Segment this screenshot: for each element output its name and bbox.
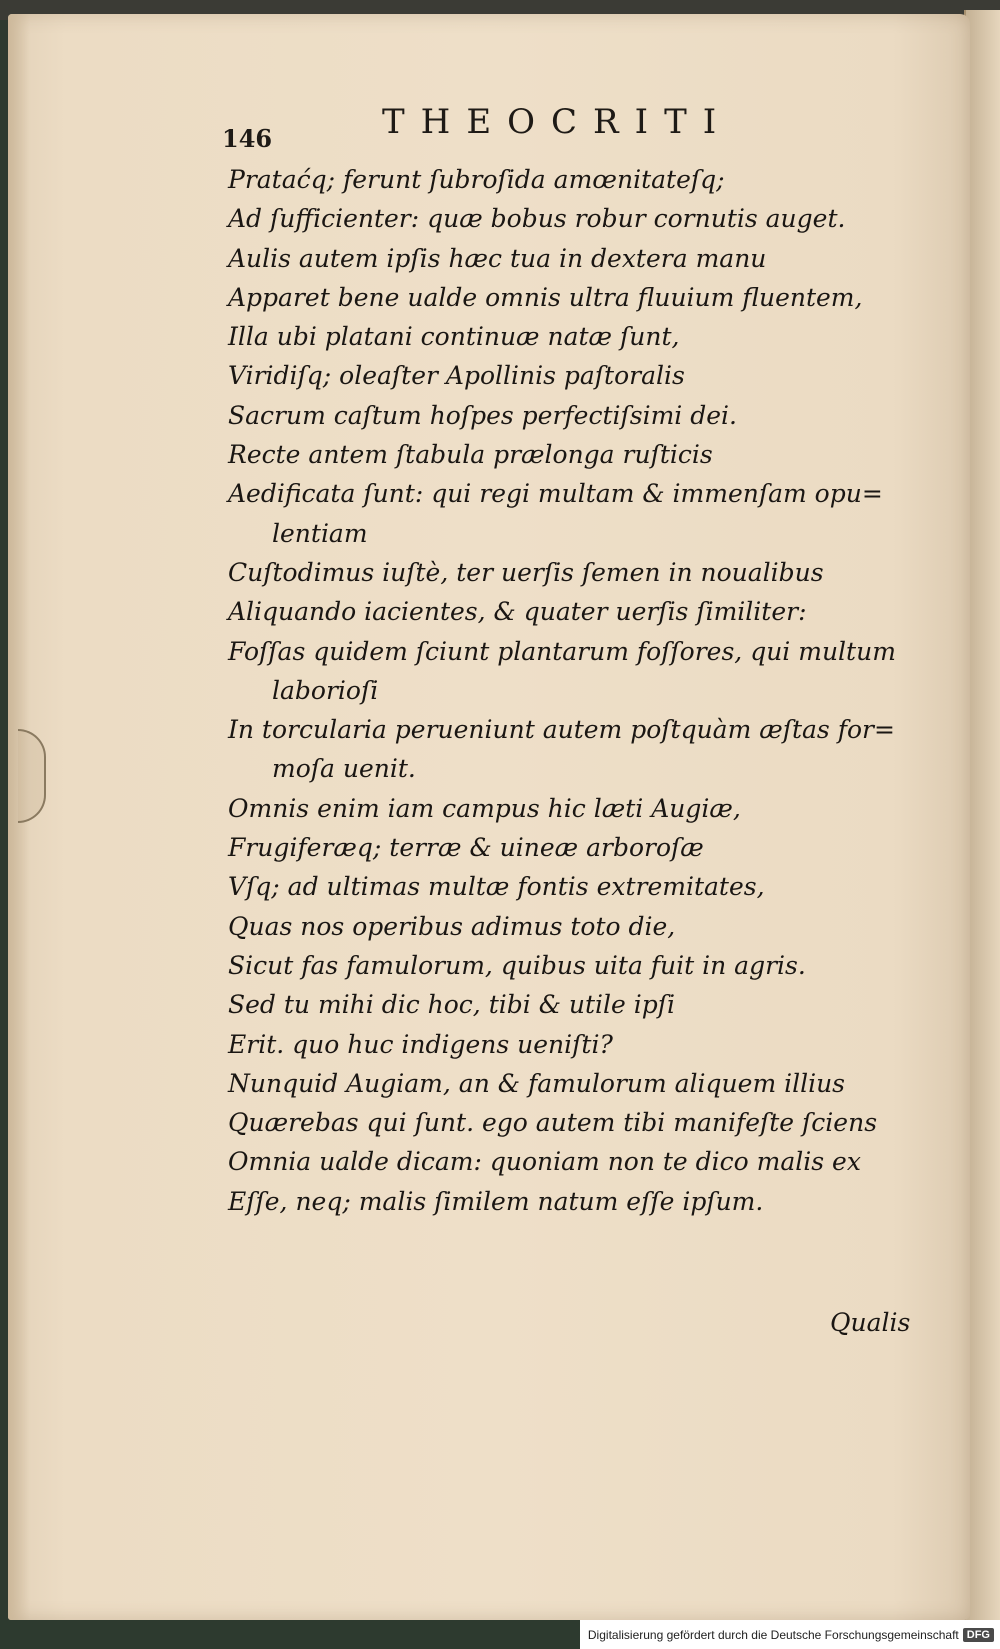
dfg-logo-icon: DFG — [963, 1628, 994, 1642]
running-title: THEOCRITI — [382, 102, 733, 142]
text-line-continuation: moſa uenit. — [272, 754, 416, 784]
text-line: Aliquando iacientes, & quater uerſis ſimiliter: — [228, 597, 807, 627]
text-line: Quærebas qui ſunt. ego autem tibi manifeſte ſciens — [228, 1108, 878, 1138]
text-line: Prataćq; ferunt ſubroſida amœnitateſq; — [228, 165, 725, 194]
text-line: Eſſe, neq; malis ſimilem natum eſſe ipſum. — [228, 1186, 764, 1216]
page-number: 146 — [222, 124, 273, 153]
text-line: Nunquid Augiam, an & famulorum aliquem illius — [228, 1068, 846, 1098]
text-line: In torcularia perueniunt autem poſtquàm æſtas for= — [228, 715, 895, 745]
footer-credit: Digitalisierung gefördert durch die Deutsche Forschungsgemeinschaft — [587, 1627, 959, 1642]
text-line: Viridiſq; oleaſter Apollinis paſtoralis — [228, 361, 685, 391]
text-line: Illa ubi platani continuæ natæ ſunt, — [228, 322, 680, 352]
catchword: Qualis — [830, 1308, 911, 1337]
text-line: Omnia ualde dicam: quoniam non te dico malis ex — [228, 1147, 861, 1177]
text-line: Erit. quo huc indigens ueniſti? — [228, 1029, 613, 1059]
text-line: Omnis enim iam campus hic læti Augiæ, — [228, 793, 741, 823]
digitization-footer — [580, 1620, 1000, 1649]
text-line: Cuſtodimus iuſtè, ter uerſis ſemen in noualibus — [228, 557, 824, 587]
poem-text — [228, 160, 928, 1221]
text-line: Recte antem ſtabula prælonga ruſticis — [228, 440, 713, 470]
page-header — [222, 102, 782, 153]
text-line: Apparet bene ualde omnis ultra fluuium fluentem, — [228, 282, 863, 312]
text-line: Sacrum caſtum hoſpes perfectiſsimi dei. — [228, 400, 737, 430]
text-line: Vſq; ad ultimas multæ fontis extremitates, — [228, 872, 765, 902]
text-line: Sed tu mihi dic hoc, tibi & utile ipſi — [228, 990, 676, 1020]
text-line: Aedificata ſunt: qui regi multam & immenſam opu= — [228, 479, 883, 509]
text-line-continuation: lentiam — [272, 518, 368, 548]
text-line: Aulis autem ipſis hæc tua in dextera manu — [228, 243, 767, 273]
text-line-continuation: laborioſi — [272, 675, 379, 705]
clasp-icon — [18, 729, 46, 823]
text-line: Foſſas quidem ſciunt plantarum foſſores, qui multum — [228, 636, 896, 666]
text-line: Quas nos operibus adimus toto die, — [228, 911, 676, 941]
text-line: Frugiferæq; terræ & uineæ arboroſæ — [228, 833, 704, 863]
text-line: Ad ſufficienter: quæ bobus robur cornutis auget. — [228, 204, 846, 234]
text-line: Sicut fas famulorum, quibus uita fuit in agris. — [228, 950, 806, 980]
